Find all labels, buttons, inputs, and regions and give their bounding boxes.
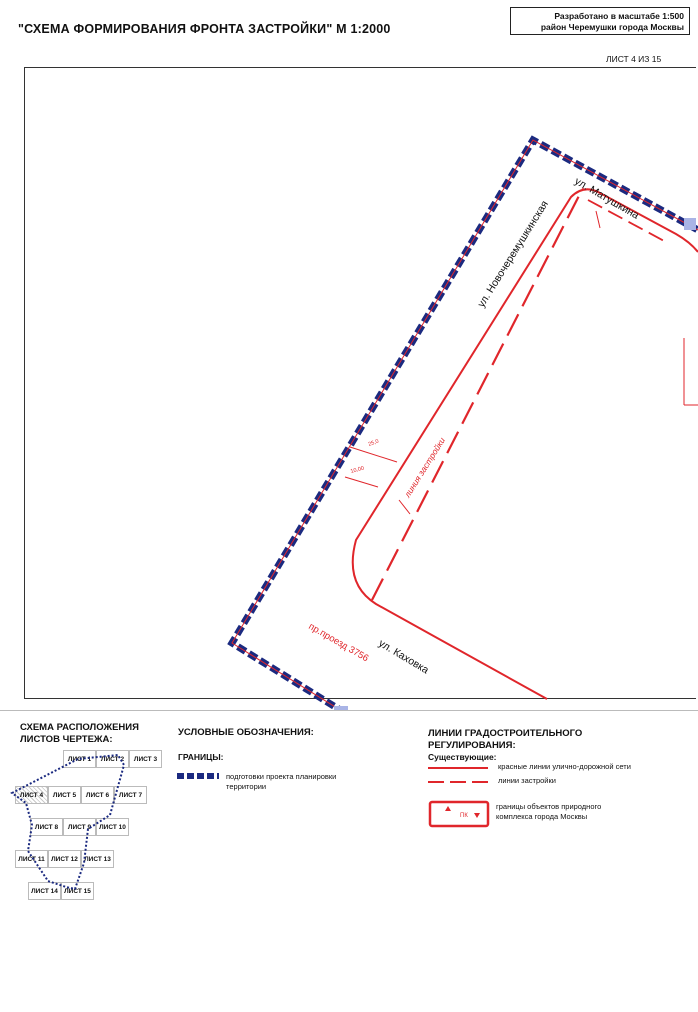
dimension-line bbox=[350, 447, 397, 462]
legend-borders-text: подготовки проекта планировки территории bbox=[226, 772, 337, 791]
sheet-scheme-title-line1: СХЕМА РАСПОЛОЖЕНИЯ bbox=[20, 722, 139, 733]
dimension-tick bbox=[399, 500, 410, 514]
legend-divider bbox=[0, 710, 698, 711]
planning-boundary-line bbox=[232, 140, 698, 710]
planning-boundary-redline bbox=[232, 140, 698, 710]
boundary-continuation-mark bbox=[684, 218, 696, 230]
legend-building-line-symbol bbox=[428, 778, 488, 786]
sheet-cell: ЛИСТ 8 bbox=[30, 818, 63, 836]
dimension-label-1: 25,0 bbox=[367, 438, 380, 448]
building-line-label: линия застройки bbox=[402, 435, 448, 500]
legend-existing-title: Существующие: bbox=[428, 752, 497, 762]
stamp-scale: Разработано в масштабе 1:500 bbox=[554, 11, 684, 21]
sheet-cell: ЛИСТ 4 bbox=[15, 786, 48, 804]
street-label-matushkina: ул. Матушкина bbox=[572, 175, 641, 222]
sheet-cell: ЛИСТ 1 bbox=[63, 750, 96, 768]
dimension-label-2: 10,00 bbox=[349, 465, 365, 475]
street-label-novocheryomushkinskaya: ул. Новочеремушкинская bbox=[475, 198, 551, 310]
sheet-cell: ЛИСТ 6 bbox=[81, 786, 114, 804]
legend-borders-title: ГРАНИЦЫ: bbox=[178, 752, 224, 762]
legend-title: УСЛОВНЫЕ ОБОЗНАЧЕНИЯ: bbox=[178, 727, 314, 738]
sheet-scheme-title-line2: ЛИСТОВ ЧЕРТЕЖА: bbox=[20, 734, 113, 745]
sheet-cell: ЛИСТ 7 bbox=[114, 786, 147, 804]
legend-nature-boundary-text: границы объектов природного комплекса города Москвы bbox=[496, 802, 602, 821]
dimension-tick bbox=[596, 211, 600, 228]
building-line-dashed bbox=[372, 188, 583, 600]
street-label-kakhovka: ул. Каховка bbox=[376, 637, 431, 677]
legend-building-line-text: линии застройки bbox=[498, 776, 556, 785]
sheet-cell: ЛИСТ 9 bbox=[63, 818, 96, 836]
street-label-proezd: пр.проезд 3756 bbox=[306, 621, 371, 665]
sheet-scheme-title bbox=[20, 722, 139, 746]
legend-nature-symbol-text: ПК bbox=[460, 813, 468, 819]
sheet-cell: ЛИСТ 12 bbox=[48, 850, 81, 868]
legend-lines-title-line1: ЛИНИИ ГРАДОСТРОИТЕЛЬНОГО bbox=[428, 728, 583, 739]
red-line-street-network bbox=[353, 189, 698, 699]
legend-lines-title bbox=[428, 728, 582, 752]
sheet-number: ЛИСТ 4 ИЗ 15 bbox=[606, 54, 662, 64]
sheet-scheme-territory-outline bbox=[0, 745, 170, 915]
sheet-cell: ЛИСТ 10 bbox=[96, 818, 129, 836]
sheet-cell: ЛИСТ 15 bbox=[61, 882, 94, 900]
legend-lines-title-line2: РЕГУЛИРОВАНИЯ: bbox=[428, 740, 516, 751]
sheet-cell: ЛИСТ 13 bbox=[81, 850, 114, 868]
dimension-line bbox=[345, 477, 378, 487]
page-title: "СХЕМА ФОРМИРОВАНИЯ ФРОНТА ЗАСТРОЙКИ" М 1:2000 bbox=[18, 22, 391, 36]
legend-red-line-text: красные линии улично-дорожной сети bbox=[498, 762, 631, 771]
legend-nature-boundary-symbol bbox=[428, 800, 490, 828]
sheet-cell: ЛИСТ 3 bbox=[129, 750, 162, 768]
sheet-cell: ЛИСТ 11 bbox=[15, 850, 48, 868]
sheet-cell: ЛИСТ 14 bbox=[28, 882, 61, 900]
legend-red-line-symbol bbox=[428, 764, 488, 772]
sheet-cell: ЛИСТ 5 bbox=[48, 786, 81, 804]
legend-boundary-symbol bbox=[177, 772, 219, 780]
sheet-cell: ЛИСТ 2 bbox=[96, 750, 129, 768]
stamp-district: район Черемушки города Москвы bbox=[540, 22, 684, 32]
